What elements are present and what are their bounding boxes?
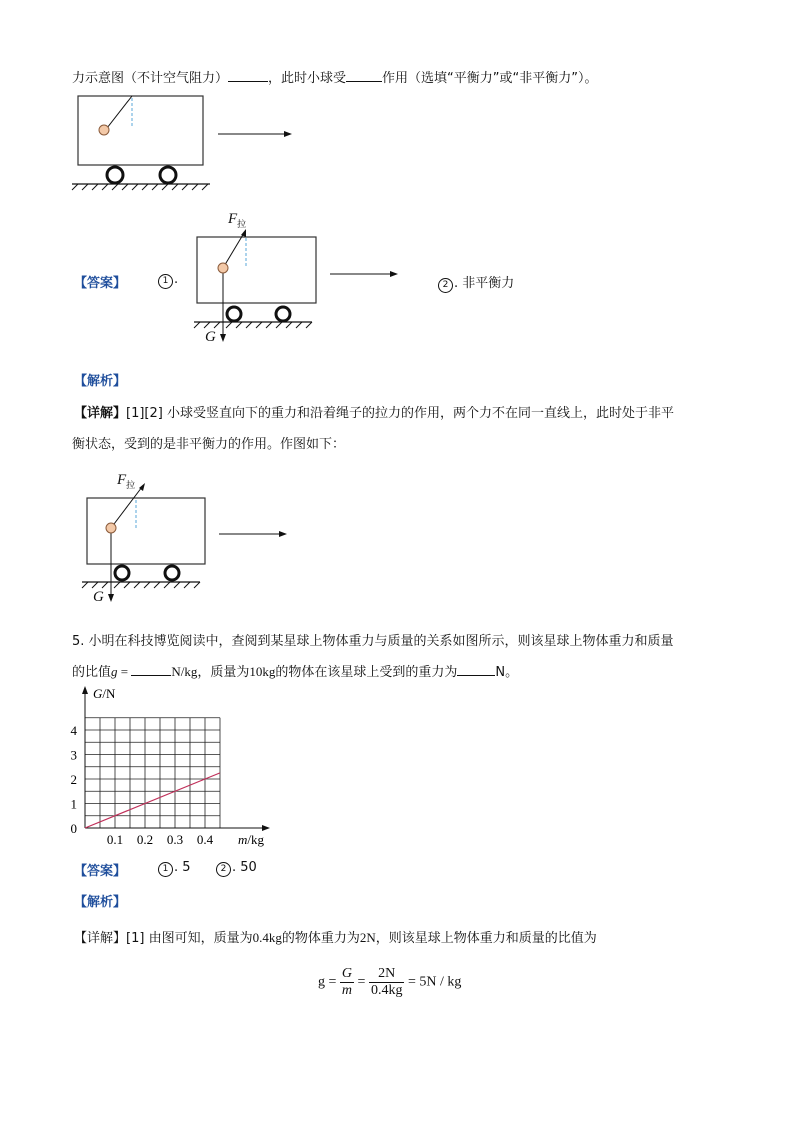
q5-blank-1 [131, 663, 171, 676]
answer1-item1 [158, 272, 178, 289]
formula-eq: = [357, 974, 366, 990]
force-f-subscript-2: 拉 [126, 481, 136, 491]
ratio-formula [318, 966, 461, 999]
q5-eq: = [117, 664, 132, 679]
fraction2-denominator: 0.4kg [370, 983, 403, 998]
detail2-text-c: ，则该星球上物体重力和质量的比值为 [375, 931, 597, 946]
q4-text-a: 力示意图（不计空气阻力） [72, 71, 229, 86]
y-tick-label: 3 [70, 747, 77, 763]
answer2-item1-tail: . 5 [174, 860, 191, 875]
x-tick-label: 0.2 [136, 832, 154, 847]
x-tick-label: 0.4 [196, 832, 214, 847]
force-label-gravity: G [205, 329, 216, 345]
formula-rhs: = 5N / kg [407, 974, 462, 990]
answer1-item1-tail: . [174, 272, 179, 287]
answer2-item1 [158, 860, 191, 877]
answer2-item2 [216, 860, 257, 877]
q5-unit: N/kg [171, 664, 198, 679]
circled-number-1: 1 [158, 274, 173, 289]
q5-g-symbol: g [111, 664, 118, 679]
circled-number-2b: 2 [216, 862, 231, 877]
detail-tag-1: 【详解】 [74, 406, 127, 421]
circled-number-2: 2 [438, 278, 453, 293]
y-tick-label: 1 [70, 796, 77, 812]
detail2-mass: 0.4kg [252, 930, 282, 945]
force-f-symbol: F [228, 211, 238, 227]
detail1-text1: [1][2] 小球受竖直向下的重力和沿着绳子的拉力的作用，两个力不在同一直线上，此时处于非平 [126, 406, 674, 421]
q5-text-a: 的比值 [72, 665, 112, 680]
analysis-tag-2: 【解析】 [74, 895, 127, 910]
fraction1-denominator: m [341, 983, 353, 998]
answer1-item2 [438, 272, 514, 293]
detail2-text-a: [1] 由图可知，质量为 [126, 931, 253, 946]
g-m-chart [60, 684, 280, 850]
q5-line1: 5. 小明在科技博览阅读中，查阅到某星球上物体重力与质量的关系如图所示，则该星球上物体重力和质量 [72, 634, 674, 649]
force-f-symbol-2: F [117, 472, 127, 488]
answer2-item2-tail: . 50 [232, 860, 257, 875]
q4-text-b: ，此时小球受 [268, 71, 347, 86]
detail2-line [74, 927, 597, 946]
detail-tag-2: 【详解】 [74, 931, 127, 946]
y-axis-label: G/N [93, 686, 116, 701]
formula-lhs: g = [318, 974, 337, 990]
wheel-right [160, 167, 176, 183]
answer-tag-2: 【答案】 [74, 864, 127, 879]
fraction2-numerator: 2N [369, 966, 405, 983]
x-axis-arrow [262, 825, 270, 831]
ball [99, 125, 109, 135]
fraction-values [369, 966, 405, 999]
q4-text-c: 作用（选填“平衡力”或“非平衡力”）。 [382, 71, 598, 86]
q4-line1 [72, 67, 597, 86]
fraction-g-over-m [340, 966, 354, 999]
cart-diagram-answer [190, 208, 430, 348]
y-axis-arrow [82, 686, 88, 694]
q5-mass: 10kg [249, 664, 276, 679]
x-tick-label: 0.3 [166, 832, 184, 847]
detail1-line1 [74, 402, 674, 421]
q5-blank-2 [457, 663, 495, 676]
force-label-tension-2 [117, 472, 135, 491]
ground-hatch [72, 184, 208, 190]
x-tick-label: 0.1 [106, 832, 124, 847]
detail2-force: 2N [359, 930, 376, 945]
circled-number-1b: 1 [158, 862, 173, 877]
origin-label: 0 [70, 821, 77, 836]
y-tick-label: 2 [70, 772, 77, 787]
detail2-text-b: 的物体重力为 [281, 931, 360, 946]
cart-body [78, 96, 203, 165]
detail1-line2: 衡状态，受到的是非平衡力的作用。作图如下： [72, 437, 346, 452]
q4-blank-1 [228, 69, 268, 82]
q4-blank-2 [346, 69, 382, 82]
analysis-tag-1: 【解析】 [74, 374, 127, 389]
x-axis-label: m/kg [238, 832, 265, 847]
answer-tag-1: 【答案】 [74, 276, 127, 291]
cart-diagram-question [70, 90, 310, 195]
q5-text-c: 的物体在该星球上受到的重力为 [275, 665, 458, 680]
q5-text-d: N。 [495, 665, 519, 680]
cart-diagram-explanation [78, 472, 318, 612]
fraction1-numerator: G [341, 966, 353, 981]
y-tick-label: 4 [70, 723, 77, 738]
series-line [85, 773, 220, 828]
motion-arrow-head [284, 131, 292, 137]
wheel-left [107, 167, 123, 183]
answer1-item2-tail: . 非平衡力 [454, 276, 515, 291]
force-label-gravity-2: G [93, 589, 104, 605]
force-label-tension [228, 211, 246, 230]
force-f-subscript: 拉 [237, 220, 247, 230]
q5-text-b: ，质量为 [197, 665, 250, 680]
q5-line2 [72, 661, 518, 680]
